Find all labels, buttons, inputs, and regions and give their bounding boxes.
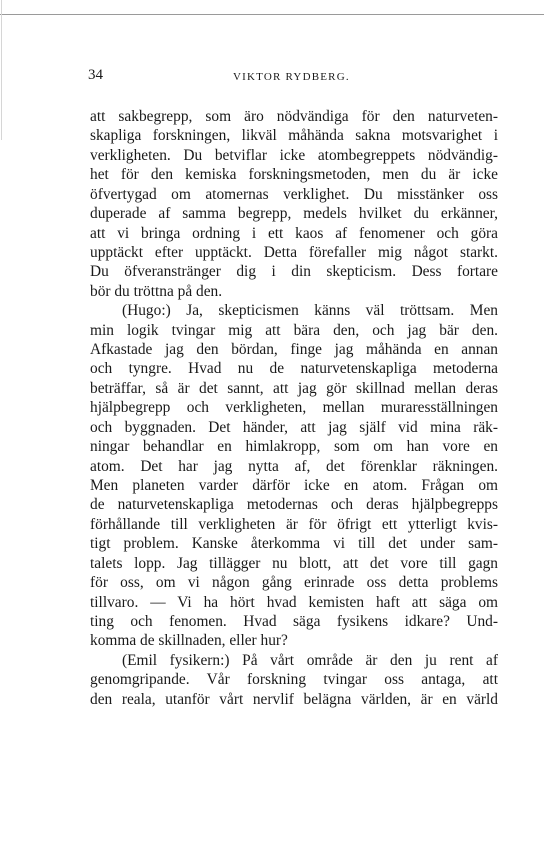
paragraph-start-line: (Hugo:) Ja, skepticismen känns väl tröttsam. Men — [122, 302, 498, 320]
text-line: ting och fenomen. Hvad säga fysikens idkare? Und- — [90, 612, 498, 630]
text-line: bör du tröttna på den. — [90, 282, 223, 300]
text-line: den reala, utanför vårt nervlif belägna världen, är en värld — [90, 690, 498, 708]
text-line: duperade af samma begrepp, medels hvilket du erkänner, — [90, 205, 498, 223]
page-header — [88, 67, 496, 87]
page-edge-shadow — [1, 0, 2, 140]
text-line: och byggnaden. Det händer, att jag själf vid mina räk- — [90, 418, 498, 436]
text-line: min logik tvingar mig att bära den, och jag bär den. — [90, 321, 498, 339]
text-line: genomgripande. Vår forskning tvingar oss antaga, att — [90, 671, 498, 689]
text-line: Du öfveranstränger dig i din skepticism. Dess fortare — [90, 263, 498, 281]
text-line: skapliga forskningen, likväl måhända sakna motsvarighet i — [90, 127, 498, 145]
top-rule — [0, 14, 544, 15]
text-line: het för den kemiska forskningsmetoden, men du är icke — [90, 166, 498, 184]
text-line: verkligheten. Du betviflar icke atombegreppets nödvändig- — [90, 146, 498, 164]
paragraph-start-line: (Emil fysikern:) På vårt område är den ju rent af — [122, 651, 498, 669]
text-line: atom. Det har jag nytta af, det förenklar räkningen. — [90, 457, 498, 475]
text-line: komma de skillnaden, eller hur? — [90, 632, 288, 650]
text-line: tillvaro. — Vi ha hört hvad kemisten haft att säga om — [90, 593, 498, 611]
text-line: upptäckt efter upptäckt. Detta förefaller mig något starkt. — [90, 243, 498, 261]
text-line: Afkastade jag den bördan, finge jag måhända en annan — [90, 341, 498, 359]
text-line: hjälpbegrepp och verkligheten, mellan muraresställningen — [90, 399, 498, 417]
running-head: VIKTOR RYDBERG. — [233, 71, 350, 83]
page-number: 34 — [88, 67, 103, 83]
text-line: talets lopp. Jag tillägger nu blott, att det vore till gagn — [90, 554, 498, 572]
text-line: de naturvetenskapliga metodernas och deras hjälpbegrepps — [90, 496, 498, 514]
text-line: för oss, om vi någon gång erinrade oss detta problems — [90, 574, 498, 592]
text-line: öfvertygad om atomernas verklighet. Du misstänker oss — [90, 185, 498, 203]
body-text — [90, 107, 498, 807]
text-line: ningar behandlar en himlakropp, som om han vore en — [90, 438, 498, 456]
text-line: tigt problem. Kanske återkomma vi till det under sam- — [90, 535, 498, 553]
text-line: beträffar, så är det sannt, att jag gör skillnad mellan deras — [90, 379, 498, 397]
text-line: att sakbegrepp, som äro nödvändiga för den naturveten- — [90, 108, 498, 125]
text-line: Men planeten varder därför icke en atom. Frågan om — [90, 477, 498, 495]
text-line: att vi bringa ordning i ett kaos af fenomener och göra — [90, 224, 498, 242]
text-line: förhållande till verkligheten är för öfrigt ett ytterligt kvis- — [90, 515, 498, 533]
text-line: och tyngre. Hvad nu de naturvetenskapliga metoderna — [90, 360, 498, 378]
